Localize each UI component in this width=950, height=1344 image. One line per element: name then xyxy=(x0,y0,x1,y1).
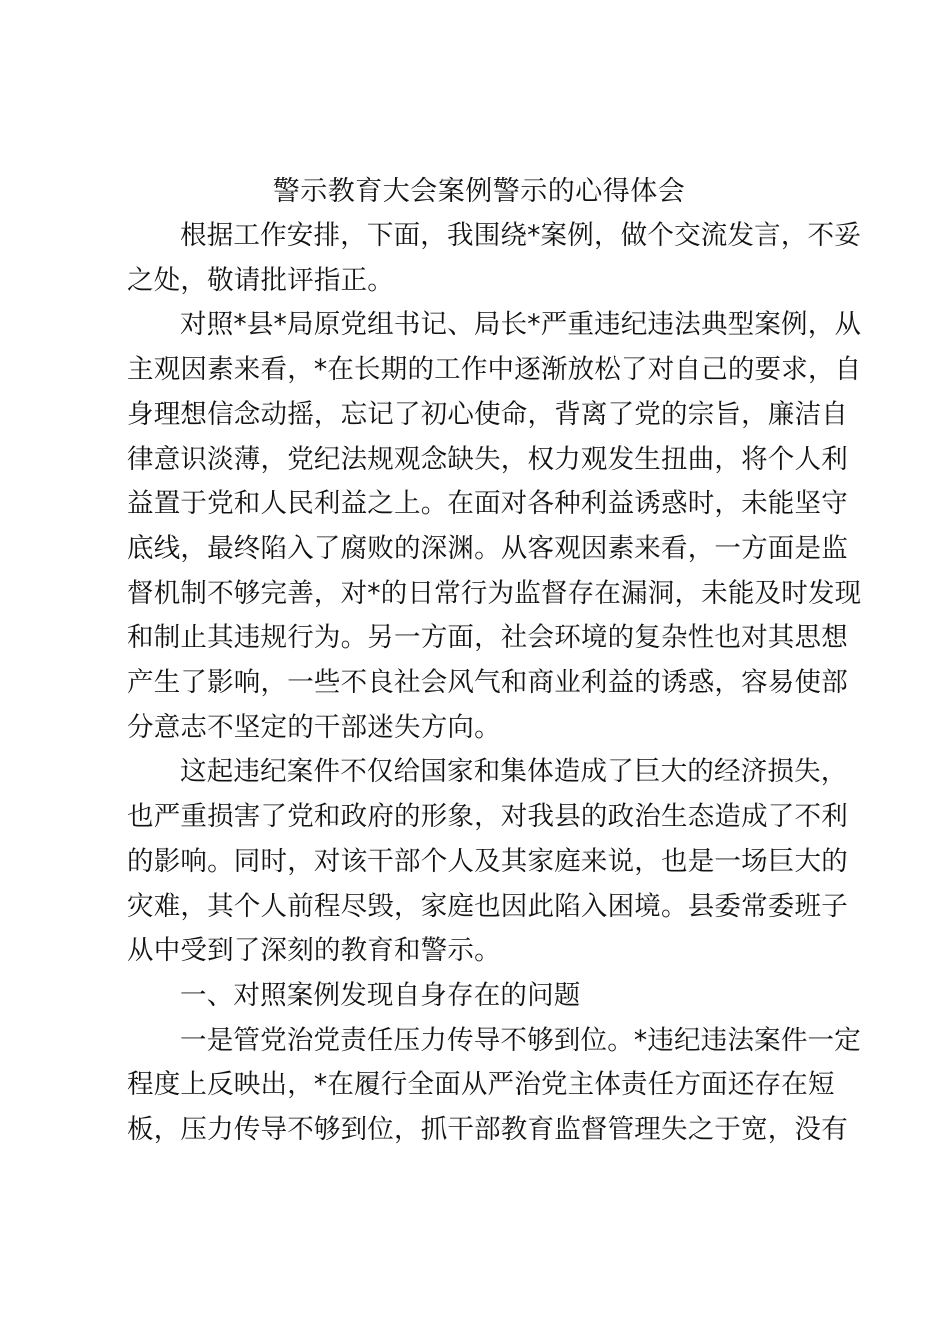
text-line: 一是管党治党责任压力传导不够到位。*违纪违法案件一定 xyxy=(180,1024,861,1056)
text-line: 律意识淡薄，党纪法规观念缺失，权力观发生扭曲，将个人利 xyxy=(127,443,848,475)
text-line: 对照*县*局原党组书记、局长*严重违纪违法典型案例，从 xyxy=(180,309,862,341)
paragraph-2 xyxy=(127,303,862,750)
text-line: 一、对照案例发现自身存在的问题 xyxy=(180,979,581,1011)
text-line: 身理想信念动摇，忘记了初心使命，背离了党的宗旨，廉洁自 xyxy=(127,398,848,430)
text-line: 这起违纪案件不仅给国家和集体造成了巨大的经济损失， xyxy=(180,756,848,788)
section-heading xyxy=(127,974,831,1019)
text-line: 程度上反映出，*在履行全面从严治党主体责任方面还存在短 xyxy=(127,1069,835,1101)
text-line: 也严重损害了党和政府的形象，对我县的政治生态造成了不利 xyxy=(127,801,848,833)
text-line: 督机制不够完善，对*的日常行为监督存在漏洞，未能及时发现 xyxy=(127,577,862,609)
text-line: 的影响。同时，对该干部个人及其家庭来说，也是一场巨大的 xyxy=(127,845,848,877)
text-line: 板，压力传导不够到位，抓干部教育监督管理失之于宽，没有 xyxy=(127,1114,848,1146)
paragraph-4 xyxy=(127,1019,861,1153)
text-line: 根据工作安排，下面，我围绕*案例，做个交流发言，不妥 xyxy=(180,220,861,251)
text-line: 从中受到了深刻的教育和警示。 xyxy=(127,935,501,967)
text-line: 之处，敬请批评指正。 xyxy=(127,264,394,296)
text-line: 分意志不坚定的干部迷失方向。 xyxy=(127,711,501,743)
paragraph-1 xyxy=(127,214,861,303)
text-line: 底线，最终陷入了腐败的深渊。从客观因素来看，一方面是监 xyxy=(127,532,848,564)
text-line: 和制止其违规行为。另一方面，社会环境的复杂性也对其思想 xyxy=(127,622,848,654)
document-page xyxy=(127,170,862,1153)
text-line: 益置于党和人民利益之上。在面对各种利益诱惑时，未能坚守 xyxy=(127,488,848,520)
text-line: 灾难，其个人前程尽毁，家庭也因此陷入困境。县委常委班子 xyxy=(127,890,848,922)
document-title: 警示教育大会案例警示的心得体会 xyxy=(272,176,686,207)
paragraph-3 xyxy=(127,750,848,974)
text-line: 主观因素来看，*在长期的工作中逐渐放松了对自己的要求，自 xyxy=(127,354,862,386)
text-line: 产生了影响，一些不良社会风气和商业利益的诱惑，容易使部 xyxy=(127,667,848,699)
